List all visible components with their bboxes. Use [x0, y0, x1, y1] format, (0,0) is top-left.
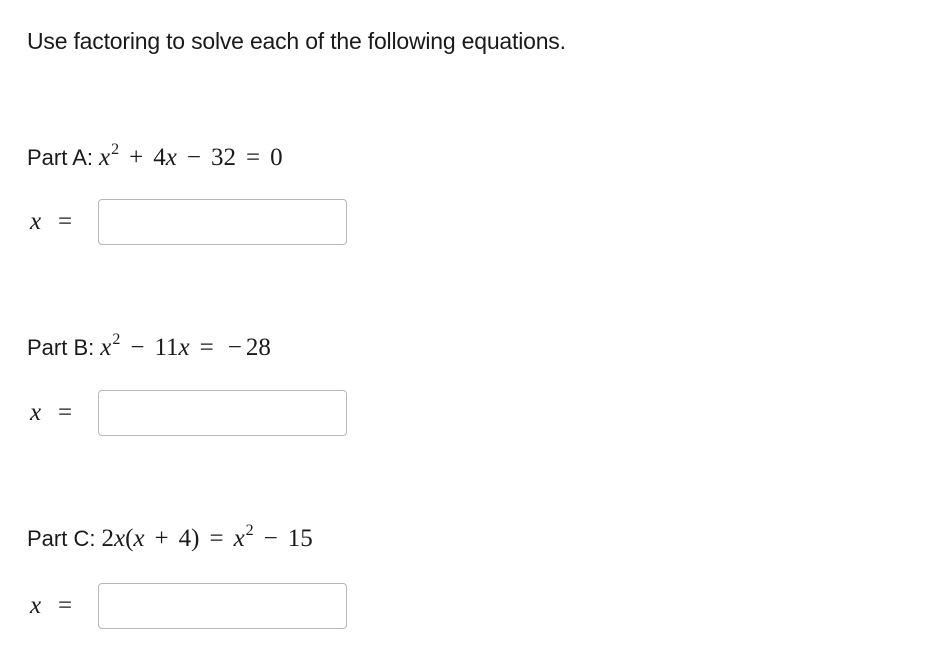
part-c-label: Part C:	[27, 526, 96, 551]
part-a-equation: $x^2 + 4x - 32 = 0$	[99, 141, 283, 171]
part-b-label: Part B:	[27, 335, 95, 360]
part-b-equation: $x^2 - 11x$ = − 28	[100, 331, 271, 361]
part-c-answer-row	[30, 583, 347, 629]
part-a-answer-row	[30, 199, 347, 245]
part-c-equation: $2x(x + 4) = x^2 - 15$	[101, 522, 313, 552]
part-a-answer-equals: =	[58, 208, 73, 235]
part-c-answer-equals: =	[58, 592, 73, 619]
part-b-answer-row	[30, 390, 347, 436]
part-b-answer-equals: =	[58, 399, 73, 426]
part-a-label: Part A:	[27, 145, 94, 170]
part-a-answer-variable: x	[30, 208, 42, 235]
part-c-answer-variable: x	[30, 592, 42, 619]
part-b-heading	[27, 331, 271, 368]
part-b-answer-input[interactable]	[98, 390, 347, 436]
instructions-text: Use factoring to solve each of the following equations.	[27, 28, 566, 54]
part-a-heading	[27, 141, 283, 178]
part-a-answer-input[interactable]	[98, 199, 347, 245]
part-b-answer-variable: x	[30, 399, 42, 426]
part-c-heading	[27, 522, 313, 559]
part-c-answer-input[interactable]	[98, 583, 347, 629]
